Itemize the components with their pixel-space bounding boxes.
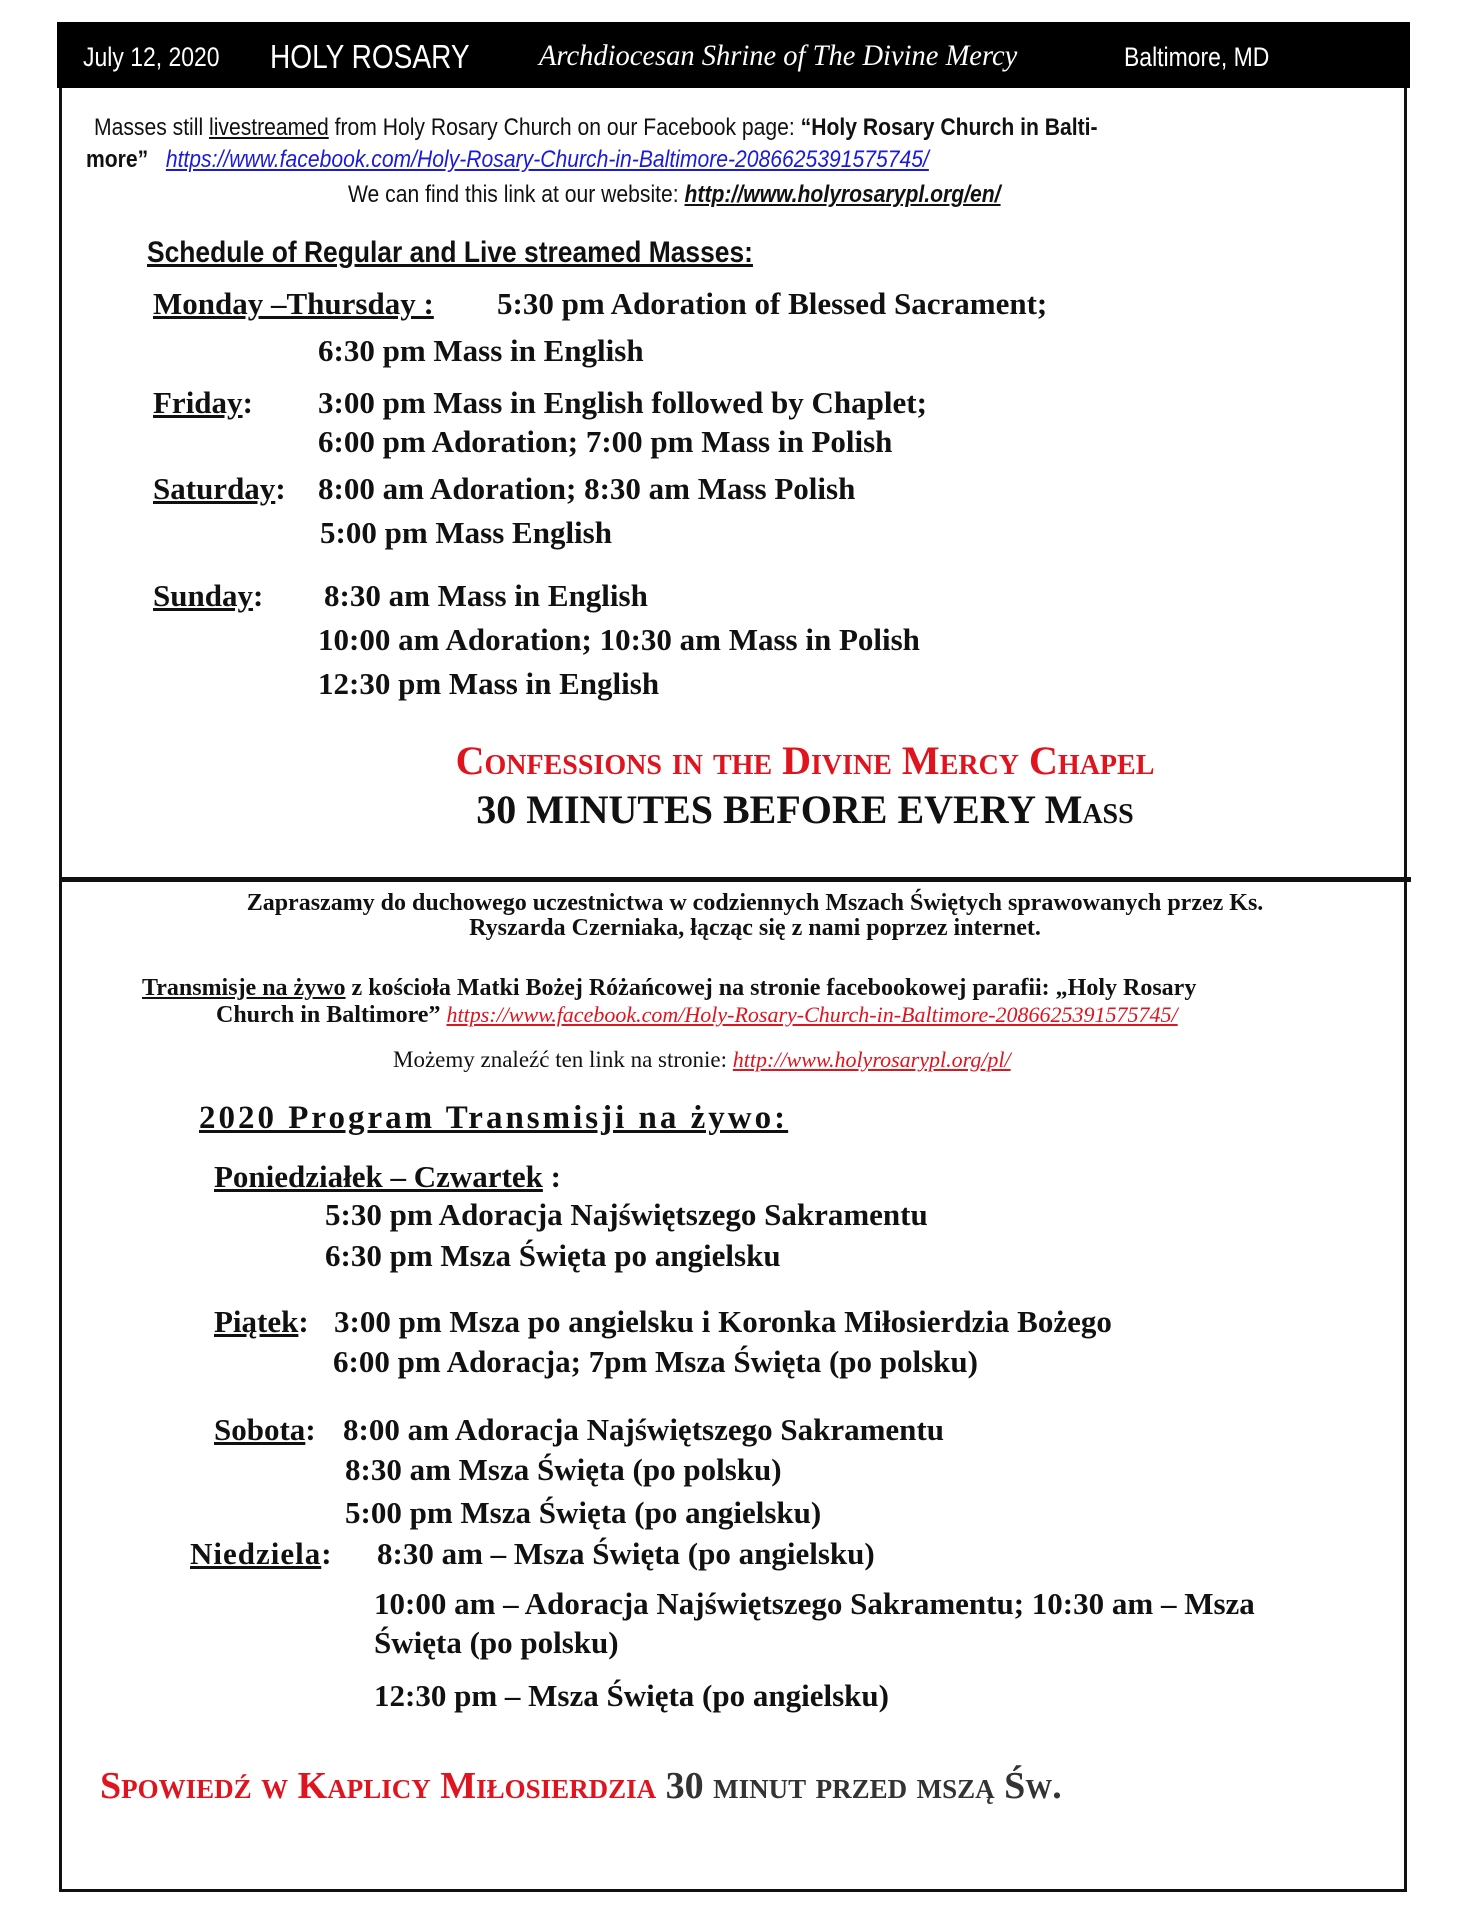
schedule-line: 5:30 pm Adoracja Najświętszego Sakramentu [325,1197,928,1232]
header-location: Baltimore, MD [1124,42,1270,72]
day-piatek: Piątek: [214,1304,309,1339]
schedule-line: 8:00 am Adoracja Najświętszego Sakramentu [343,1412,944,1447]
header-shrine: Archdiocesan Shrine of The Divine Mercy [539,39,1018,72]
polish-intro-2: Ryszarda Czerniaka, łącząc się z nami poprzez internet. [469,915,1041,941]
facebook-link[interactable]: https://www.facebook.com/Holy-Rosary-Church-in-Baltimore-2086625391575745/ [165,146,929,173]
schedule-line: 3:00 pm Msza po angielsku i Koronka Miłosierdzia Bożego [334,1304,1112,1339]
website-link[interactable]: http://www.holyrosarypl.org/en/ [684,181,1001,208]
bulletin-header [57,22,1410,88]
intro-line: Masses still livestreamed from Holy Rosary Church on our Facebook page: “Holy Rosary Church in Balti- [94,114,1098,141]
website-line: We can find this link at our website: http://www.holyrosarypl.org/en/ [348,181,1001,208]
schedule-line: 6:30 pm Mass in English [318,333,644,368]
schedule-heading: Schedule of Regular and Live streamed Masses: [147,236,753,269]
schedule-line: 6:00 pm Adoracja; 7pm Msza Święta (po polsku) [333,1344,978,1379]
polish-facebook-link[interactable]: https://www.facebook.com/Holy-Rosary-Church-in-Baltimore-2086625391575745/ [446,1002,1178,1027]
schedule-line: 10:00 am – Adoracja Najświętszego Sakramentu; 10:30 am – Msza [374,1586,1255,1621]
day-niedziela: Niedziela: [190,1536,332,1571]
schedule-line: 12:30 pm Mass in English [318,666,660,701]
schedule-line: 6:00 pm Adoration; 7:00 pm Mass in Polish [318,424,893,459]
polish-website-link[interactable]: http://www.holyrosarypl.org/pl/ [732,1047,1011,1072]
day-sunday: Sunday: [153,578,264,613]
transmisje-line: Transmisje na żywo z kościoła Matki Bożej Różańcowej na stronie facebookowej parafii: „Holy Rosary [142,975,1197,1001]
church-line: Church in Baltimore” https://www.facebook.com/Holy-Rosary-Church-in-Baltimore-2086625391575745/ [216,1002,1178,1028]
schedule-line: Święta (po polsku) [374,1625,619,1660]
program-heading: 2020 Program Transmisji na żywo: [199,1100,789,1136]
intro-line-2: more” https://www.facebook.com/Holy-Rosary-Church-in-Baltimore-2086625391575745/ [86,146,929,173]
polish-website-line: Możemy znaleźć ten link na stronie: http://www.holyrosarypl.org/pl/ [393,1047,1011,1072]
schedule-line: 8:30 am Msza Święta (po polsku) [345,1452,782,1487]
schedule-line: 5:00 pm Msza Święta (po angielsku) [345,1495,822,1530]
day-saturday: Saturday: [153,471,286,506]
header-date: July 12, 2020 [83,42,220,72]
schedule-line: 5:30 pm Adoration of Blessed Sacrament; [497,286,1048,321]
confessions-subheading: 30 MINUTES BEFORE EVERY Mass [476,787,1134,832]
polish-intro-1: Zapraszamy do duchowego uczestnictwa w codziennych Mszach Świętych sprawowanych przez Ks. [246,890,1264,916]
day-friday: Friday: [153,385,253,420]
schedule-line: 8:30 am Mass in English [324,578,648,613]
schedule-line: 3:00 pm Mass in English followed by Chaplet; [318,385,927,420]
day-sobota: Sobota: [214,1412,316,1447]
header-title: HOLY ROSARY [270,38,470,75]
schedule-line: 10:00 am Adoration; 10:30 am Mass in Polish [318,622,920,657]
schedule-line: 8:00 am Adoration; 8:30 am Mass Polish [318,471,856,506]
day-poniedzialek-czwartek: Poniedziałek – Czwartek : [214,1159,561,1194]
confessions-heading: Confessions in the Divine Mercy Chapel [455,738,1155,783]
section-divider [59,877,1411,882]
spowiedz-notice: Spowiedź w Kaplicy Miłosierdzia 30 minut przed mszą Św. [100,1765,1062,1807]
day-monday-thursday: Monday –Thursday : [153,286,434,321]
schedule-line: 12:30 pm – Msza Święta (po angielsku) [374,1678,889,1713]
schedule-line: 6:30 pm Msza Święta po angielsku [325,1238,781,1273]
schedule-line: 8:30 am – Msza Święta (po angielsku) [377,1536,875,1571]
schedule-line: 5:00 pm Mass English [320,515,612,550]
